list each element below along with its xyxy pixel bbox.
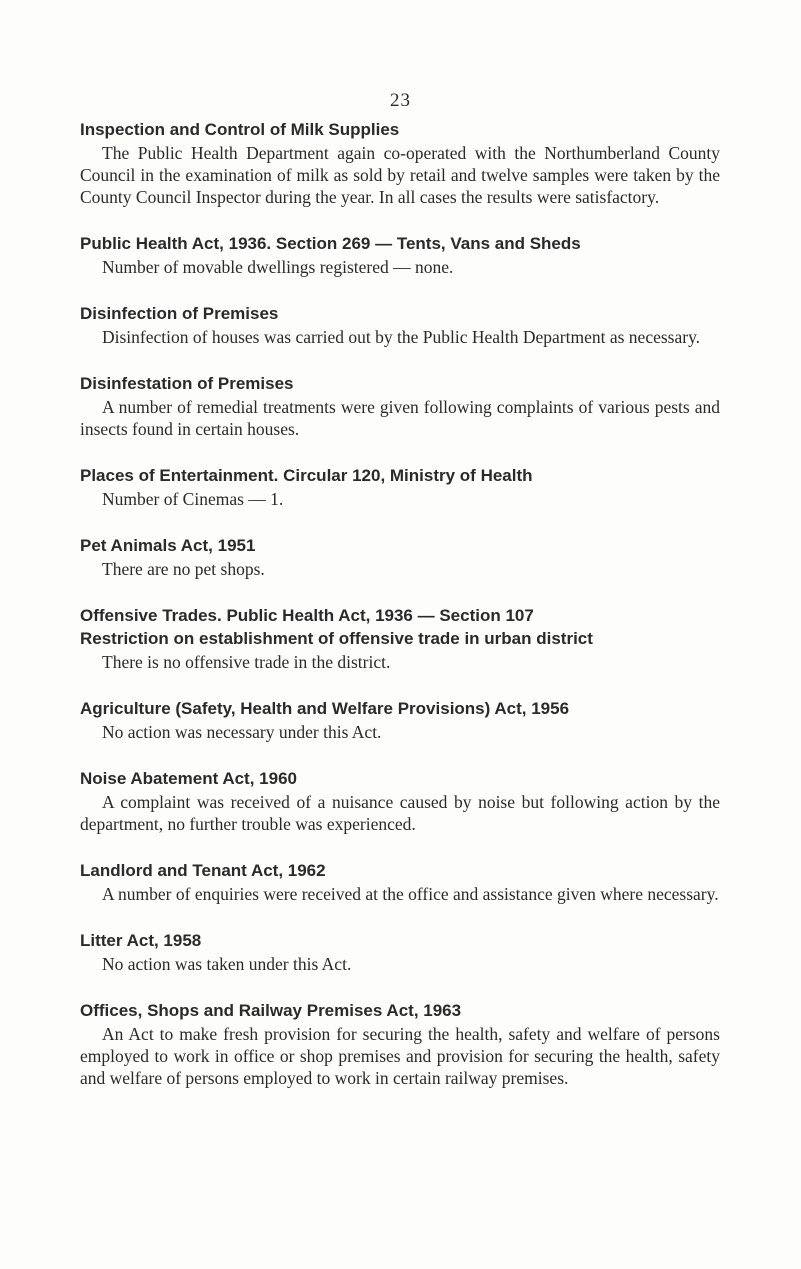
section-heading: Agriculture (Safety, Health and Welfare Provisions) Act, 1956	[80, 699, 570, 718]
section-heading: Offensive Trades. Public Health Act, 1936 — Section 107	[80, 606, 534, 625]
page-number: 23	[390, 90, 411, 111]
section-heading: Inspection and Control of Milk Supplies	[80, 120, 400, 139]
section-body: No action was taken under this Act.	[102, 954, 352, 974]
section-body: There is no offensive trade in the district.	[102, 652, 391, 672]
section-milk-supplies	[80, 118, 720, 208]
section-subheading: Restriction on establishment of offensive trade in urban district	[80, 629, 593, 648]
section-body: A number of enquiries were received at the office and assistance given where necessary.	[102, 884, 719, 904]
section-body: Number of Cinemas — 1.	[102, 489, 284, 509]
section-body: There are no pet shops.	[102, 559, 265, 579]
section-entertainment	[80, 464, 720, 510]
section-body: An Act to make fresh provision for securing the health, safety and welfare of persons employed to work in office or shop premises and provision for securing the health, safety and welfare of persons employed to work in certain railway premises.	[80, 1024, 720, 1088]
section-body: The Public Health Department again co-operated with the Northumberland County Council in the examination of milk as sold by retail and twelve samples were taken by the County Council Inspector during the year. In all cases the results were satisfactory.	[80, 143, 720, 207]
section-body: Disinfection of houses was carried out by the Public Health Department as necessary.	[102, 327, 701, 347]
section-landlord-tenant	[80, 859, 720, 905]
section-noise-abatement	[80, 767, 720, 835]
section-body: No action was necessary under this Act.	[102, 722, 382, 742]
section-offices-shops-railway	[80, 999, 720, 1089]
section-offensive-trades	[80, 604, 720, 673]
sections-container	[80, 118, 720, 1113]
section-body: Number of movable dwellings registered — none.	[102, 257, 454, 277]
section-disinfection	[80, 302, 720, 348]
section-heading: Disinfection of Premises	[80, 304, 279, 323]
section-heading: Places of Entertainment. Circular 120, Ministry of Health	[80, 466, 533, 485]
section-body: A complaint was received of a nuisance caused by noise but following action by the department, no further trouble was experienced.	[80, 792, 720, 834]
section-litter	[80, 929, 720, 975]
section-pet-animals	[80, 534, 720, 580]
section-tents-vans-sheds	[80, 232, 720, 278]
section-heading: Offices, Shops and Railway Premises Act, 1963	[80, 1001, 462, 1020]
section-heading: Pet Animals Act, 1951	[80, 536, 256, 555]
section-heading: Noise Abatement Act, 1960	[80, 769, 297, 788]
section-heading: Litter Act, 1958	[80, 931, 202, 950]
section-heading: Public Health Act, 1936. Section 269 — Tents, Vans and Sheds	[80, 234, 581, 253]
section-body: A number of remedial treatments were given following complaints of various pests and insects found in certain houses.	[80, 397, 720, 439]
section-disinfestation	[80, 372, 720, 440]
section-heading: Disinfestation of Premises	[80, 374, 294, 393]
section-heading: Landlord and Tenant Act, 1962	[80, 861, 326, 880]
section-agriculture	[80, 697, 720, 743]
